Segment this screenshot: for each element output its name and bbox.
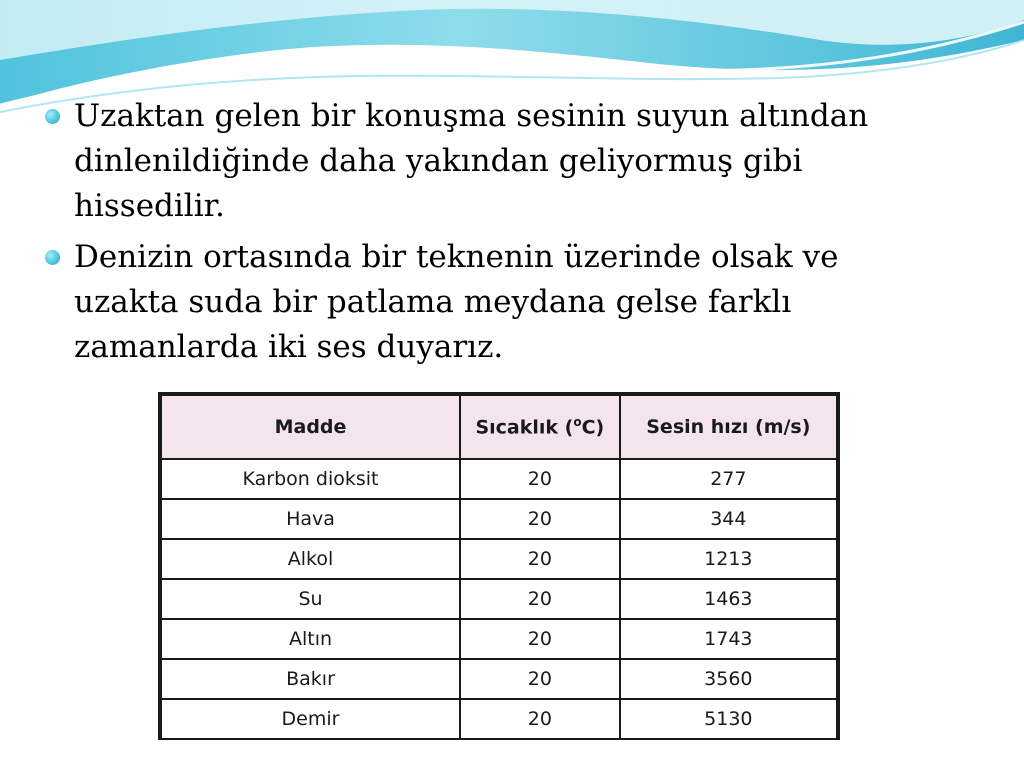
bullet-list: [44, 94, 904, 376]
bullet-dot-icon: [45, 250, 60, 265]
table-row: [161, 459, 837, 499]
cell-madde: Bakır: [161, 659, 460, 699]
cell-hiz: 344: [620, 499, 837, 539]
bullet-text: Uzaktan gelen bir konuşma sesinin suyun altından dinlenildiğinde daha yakından geliyormuş gibi hissedilir.: [74, 98, 869, 224]
header-sicaklik-suffix: C): [581, 416, 605, 439]
cell-hiz: 277: [620, 459, 837, 499]
table-row: [161, 699, 837, 739]
cell-madde: Altın: [161, 619, 460, 659]
speed-of-sound-table: [158, 392, 840, 740]
cell-madde: Su: [161, 579, 460, 619]
cell-sicaklik: 20: [460, 619, 620, 659]
table-row: [161, 579, 837, 619]
cell-sicaklik: 20: [460, 539, 620, 579]
table-row: [161, 619, 837, 659]
cell-madde: Hava: [161, 499, 460, 539]
bullet-dot-icon: [45, 109, 60, 124]
header-madde: Madde: [161, 395, 460, 459]
cell-madde: Karbon dioksit: [161, 459, 460, 499]
data-table: [160, 394, 838, 740]
table-row: [161, 659, 837, 699]
cell-hiz: 1463: [620, 579, 837, 619]
cell-hiz: 5130: [620, 699, 837, 739]
header-hiz: Sesin hızı (m/s): [620, 395, 837, 459]
header-sicaklik-degree: o: [573, 415, 582, 430]
header-sicaklik: [460, 395, 620, 459]
cell-madde: Alkol: [161, 539, 460, 579]
cell-sicaklik: 20: [460, 659, 620, 699]
table-header-row: [161, 395, 837, 459]
cell-hiz: 1213: [620, 539, 837, 579]
header-sicaklik-prefix: Sıcaklık (: [475, 416, 574, 439]
bullet-item: [44, 94, 904, 229]
cell-sicaklik: 20: [460, 579, 620, 619]
table-row: [161, 539, 837, 579]
bullet-text: Denizin ortasında bir teknenin üzerinde olsak ve uzakta suda bir patlama meydana gelse farklı zamanlarda iki ses duyarız.: [74, 239, 839, 365]
cell-hiz: 1743: [620, 619, 837, 659]
cell-sicaklik: 20: [460, 499, 620, 539]
cell-sicaklik: 20: [460, 699, 620, 739]
cell-hiz: 3560: [620, 659, 837, 699]
bullet-item: [44, 235, 904, 370]
cell-sicaklik: 20: [460, 459, 620, 499]
table-row: [161, 499, 837, 539]
cell-madde: Demir: [161, 699, 460, 739]
